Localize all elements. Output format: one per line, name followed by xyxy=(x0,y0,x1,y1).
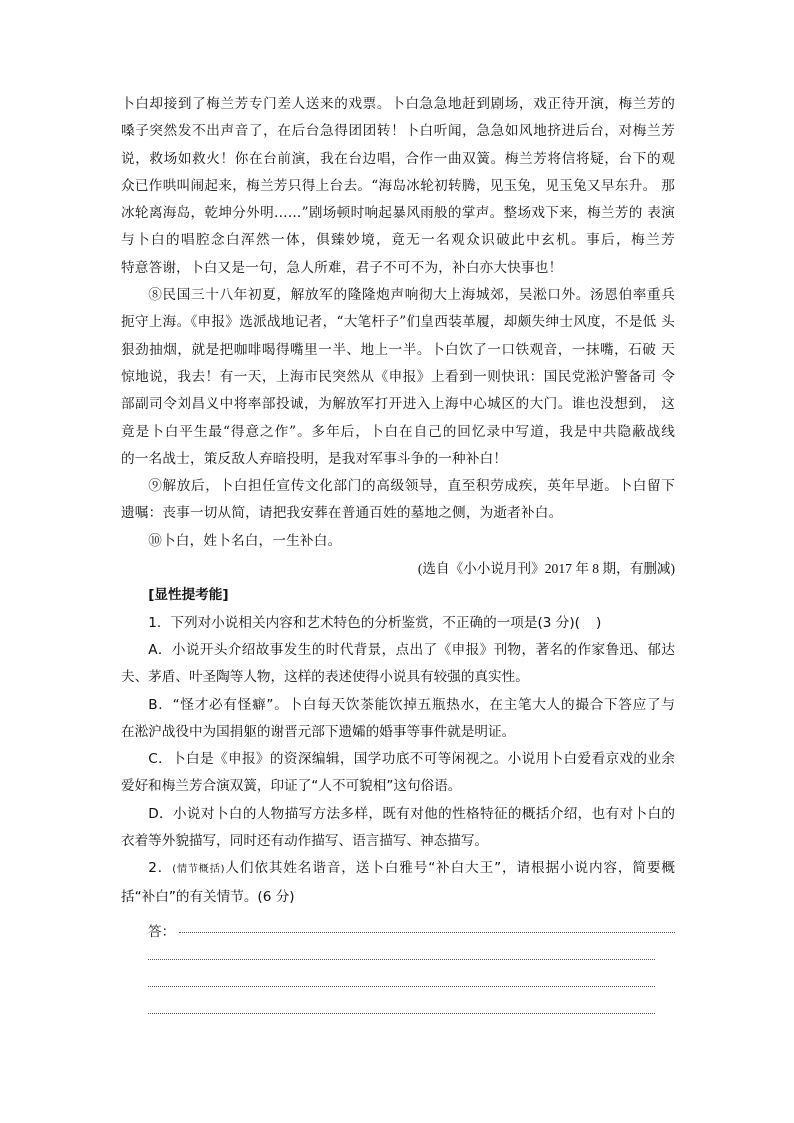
option-c-line-2: 爱好和梅兰芳合演双簧，印证了“人不可貌相”这句俗语。 xyxy=(121,778,462,795)
text-line: 说，救场如救火！你在台前演，我在台边唱，合作一曲双簧。梅兰芳将信将疑，台下的观 xyxy=(121,150,675,167)
text-line: 的一名战士，策反敌人弃暗投明，是我对军事斗争的一种补白！ xyxy=(121,450,508,467)
paragraph-10 xyxy=(121,528,675,555)
story-text xyxy=(121,91,675,555)
section-title: [显性提考能] xyxy=(148,587,229,604)
text-line: 卜白却接到了梅兰芳专门差人送来的戏票。卜白急急地赶到剧场，戏正待开演，梅兰芳的 xyxy=(121,96,675,112)
option-b-line-1: B．“怪才必有怪癖”。卜白每天饮茶能饮掉五瓶热水，在主笔大人的撮合下答应了与 xyxy=(148,696,675,713)
option-c-line-1: C．卜白是《申报》的资深编辑，国学功底不可等闲视之。小说用卜白爱看京戏的业余 xyxy=(148,751,675,768)
text-line: 天惊地说，我去！有一天，上海市民突然从《申报》上看到一则快讯：国民党淞沪警备司 xyxy=(121,341,675,385)
answer-row-4[interactable] xyxy=(121,994,675,1021)
answer-area[interactable] xyxy=(121,913,675,1021)
source-citation: (选自《小小说月刊》2017 年 8 期，有删减) xyxy=(417,561,675,577)
text-line: 遗嘱：丧事一切从简，请把我安葬在普通百姓的墓地之侧，为逝者补白。 xyxy=(121,505,563,522)
text-line: 扼守上海。《申报》选派战地记者，“大笔杆子”们皇西装革履，却颇失绅士风度，不是低 xyxy=(121,314,657,331)
answer-line[interactable] xyxy=(148,959,655,960)
answer-row-1[interactable] xyxy=(121,913,675,940)
question-1-paren-close: ) xyxy=(595,614,602,631)
text-line: 表演与卜白的唱腔念白浑然一体，俱臻妙境，竟无一名观众识破此中玄机。事后，梅兰芳 xyxy=(121,205,675,249)
paragraph-9 xyxy=(121,473,675,500)
paragraph-7-end xyxy=(121,255,675,282)
question-2-text: 人们依其姓名谐音，送卜白雅号“补白大王”，请根据小说内容，简要概 xyxy=(224,860,675,877)
paragraph-9-end xyxy=(121,500,675,527)
answer-line[interactable] xyxy=(179,932,675,933)
text-line: 嗓子突然发不出声音了，在后台急得团团转！卜白听闻，急急如风地挤进后台，对梅兰芳 xyxy=(121,123,675,140)
answer-label: 答： xyxy=(148,923,176,940)
text-line: ⑧民国三十八年初夏，解放军的隆隆炮声响彻大上海城郊，吴淞口外。汤恩伯率重兵 xyxy=(148,287,675,304)
paragraph-8 xyxy=(121,282,675,446)
text-line: 那冰轮离海岛，乾坤分外明……”剧场顿时响起暴风雨般的掌声。整场戏下来，梅兰芳的 xyxy=(121,177,675,222)
text-line: 头狠劲抽烟，就是把咖啡喝得嘴里一半、地上一半。卜白饮了一口铁观音，一抹嘴，石破 xyxy=(121,314,675,358)
question-2-tag: (情节概括) xyxy=(172,864,225,876)
text-line: 这竟是卜白平生最“得意之作”。多年后，卜白在自己的回忆录中写道，我是中共隐蔽战线 xyxy=(121,396,675,440)
answer-row-2[interactable] xyxy=(121,940,675,967)
question-2-line-1 xyxy=(121,855,675,883)
answer-line[interactable] xyxy=(148,1013,655,1014)
option-a-line-2: 夫、茅盾、叶圣陶等人物，这样的表述使得小说具有较强的真实性。 xyxy=(121,669,529,686)
questions-section xyxy=(121,582,675,911)
question-1-text: 1．下列对小说相关内容和艺术特色的分析鉴赏，不正确的一项是(3 分)( xyxy=(148,614,580,631)
document-page xyxy=(121,91,675,1021)
answer-row-3[interactable] xyxy=(121,967,675,994)
text-line: 令部副司令刘昌义中将率部投诚，为解放军打开进入上海中心城区的大门。谁也没想到， xyxy=(121,368,675,413)
option-b-line-2: 在淞沪战役中为国捐躯的谢晋元部下遗孀的婚事等事件就是明证。 xyxy=(121,723,516,740)
text-line: ⑨解放后，卜白担任宣传文化部门的高级领导，直至积劳成疾，英年早逝。卜白留下 xyxy=(148,478,675,495)
question-2-number: 2． xyxy=(148,860,173,877)
text-line: 特意答谢，卜白又是一句，急人所难，君子不可不为，补白亦大快事也！ xyxy=(121,259,563,276)
question-2-line-2: 括“补白”的有关情节。(6 分) xyxy=(121,888,295,905)
text-line: 众已作哄叫闹起来，梅兰芳只得上台去。“海岛冰轮初转腾，见玉兔，见玉兔又早东升。 xyxy=(121,177,657,194)
question-1-stem xyxy=(121,610,675,637)
option-a-line-1: A．小说开头介绍故事发生的时代背景，点出了《申报》刊物，著名的作家鲁迅、郁达 xyxy=(148,641,675,658)
paragraph-8-end xyxy=(121,446,675,473)
text-line: ⑩卜白，姓卜名白，一生补白。 xyxy=(148,532,342,549)
answer-line[interactable] xyxy=(148,986,655,987)
option-d-line-2: 衣着等外貌描写，同时还有动作描写、语言描写、神态描写。 xyxy=(121,833,489,850)
option-d-line-1: D．小说对卜白的人物描写方法多样，既有对他的性格特征的概括介绍，也有对卜白的 xyxy=(148,805,675,822)
paragraph-7 xyxy=(121,91,675,255)
